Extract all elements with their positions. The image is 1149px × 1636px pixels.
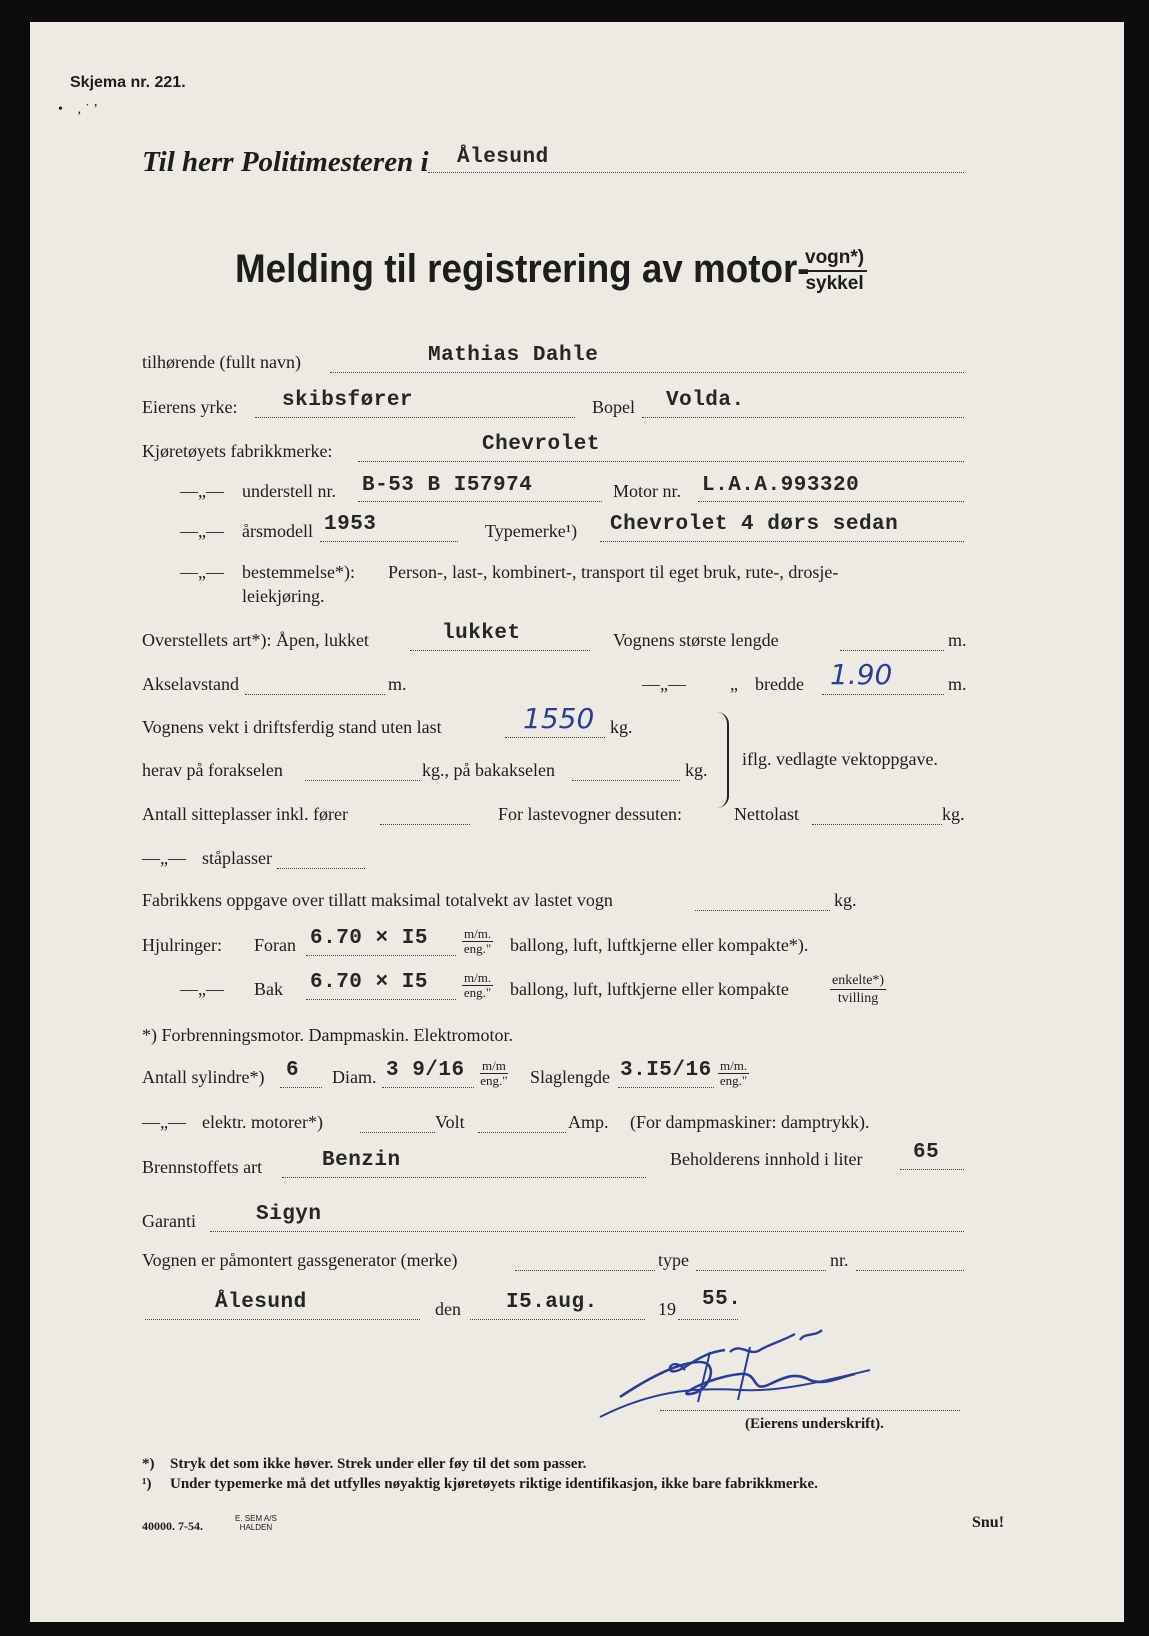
footnote-one-mark: ¹) xyxy=(142,1476,152,1492)
net-load-label: Nettolast xyxy=(734,804,799,824)
guarantee-label: Garanti xyxy=(142,1211,196,1231)
tires-front-options: ballong, luft, luftkjerne eller kompakte*). xyxy=(510,935,809,955)
unit-eng: eng." xyxy=(463,985,492,1000)
gas-type-label: type xyxy=(658,1250,689,1270)
tires-front-label: Foran xyxy=(254,935,296,955)
make-value: Chevrolet xyxy=(482,433,600,456)
engine-types: *) Forbrenningsmotor. Dampmaskin. Elektromotor. xyxy=(142,1025,513,1045)
residence-value: Volda. xyxy=(666,389,745,412)
single-label: enkelte*) xyxy=(832,973,885,988)
stroke-line xyxy=(618,1087,714,1088)
footnote-star-mark: *) xyxy=(142,1456,155,1472)
guarantee-line xyxy=(210,1231,964,1232)
type-line xyxy=(600,541,964,542)
purpose-text-2: leiekjøring. xyxy=(242,586,325,606)
guarantee-value: Sigyn xyxy=(256,1203,322,1226)
unit-mm: m/m. xyxy=(464,970,492,985)
tires-rear-fraction xyxy=(830,972,886,1007)
ditto-mark-6: —„— xyxy=(180,979,224,999)
printer-city: HALDEN xyxy=(239,1523,273,1532)
date-den: den xyxy=(435,1299,461,1319)
rear-axle-line xyxy=(572,780,680,781)
fuel-value: Benzin xyxy=(322,1149,401,1172)
occupation-label: Eierens yrke: xyxy=(142,397,238,417)
stroke-unit xyxy=(718,1059,749,1088)
motor-value: L.A.A.993320 xyxy=(702,474,860,497)
axle-unit: m. xyxy=(388,674,407,694)
type-value: Chevrolet 4 dørs sedan xyxy=(610,513,899,536)
volt-label: Volt xyxy=(435,1112,465,1132)
owner-signature xyxy=(590,1322,890,1422)
tires-label: Hjulringer: xyxy=(142,935,222,955)
axle-label: Akselavstand xyxy=(142,674,239,694)
axle-line xyxy=(245,694,385,695)
diam-value: 3 9/16 xyxy=(386,1059,465,1082)
turn-over-note: Snu! xyxy=(972,1514,1005,1531)
cyl-label: Antall sylindre*) xyxy=(142,1067,265,1087)
cyl-value: 6 xyxy=(286,1059,300,1082)
signature-line xyxy=(660,1410,960,1411)
title-frac-top: vogn*) xyxy=(802,246,867,272)
length-label: Vognens største lengde xyxy=(613,630,779,650)
width-line xyxy=(822,694,944,695)
year-line xyxy=(320,541,458,542)
motor-line xyxy=(698,501,964,502)
cyl-line xyxy=(280,1087,322,1088)
year-label: årsmodell xyxy=(242,521,313,541)
net-load-unit: kg. xyxy=(942,804,965,824)
residence-label: Bopel xyxy=(592,397,635,417)
gas-nr-line xyxy=(856,1270,964,1271)
gas-line xyxy=(515,1270,655,1271)
max-weight-label: Fabrikkens oppgave over tillatt maksimal totalvekt av lastet vogn xyxy=(142,890,613,910)
tires-rear-value: 6.70 × I5 xyxy=(310,971,428,994)
body-value: lukket xyxy=(442,622,521,645)
max-weight-line xyxy=(695,910,830,911)
electric-label: elektr. motorer*) xyxy=(202,1112,323,1132)
form-page xyxy=(30,22,1124,1622)
year-suffix: 55. xyxy=(702,1288,742,1311)
chassis-label: understell nr. xyxy=(242,481,336,501)
stroke-label: Slaglengde xyxy=(530,1067,610,1087)
weight-note: iflg. vedlagte vektoppgave. xyxy=(742,749,938,769)
addressee-label: Til herr Politimesteren i xyxy=(142,146,429,178)
year-line xyxy=(678,1319,738,1320)
tires-rear-unit xyxy=(462,971,493,1000)
seats-line xyxy=(380,824,470,825)
signature-caption: (Eierens underskrift). xyxy=(745,1416,884,1432)
motor-label: Motor nr. xyxy=(613,481,682,501)
ditto-mark-7: —„— xyxy=(142,1112,186,1132)
ink-speck: • ‚ ˙ ’ xyxy=(58,102,98,117)
gas-nr-label: nr. xyxy=(830,1250,849,1270)
chassis-line xyxy=(358,501,602,502)
ditto-mark-5: —„— xyxy=(142,848,186,868)
occupation-value: skibsfører xyxy=(282,389,414,412)
unit-eng: eng." xyxy=(463,941,492,956)
date-value: I5.aug. xyxy=(506,1291,598,1314)
printer-info xyxy=(235,1514,277,1532)
footnote-star-text: Stryk det som ikke høver. Strek under eller føy til det som passer. xyxy=(170,1456,587,1472)
footnote-one-text: Under typemerke må det utfylles nøyaktig kjøretøyets riktige identifikasjon, ikke bare fabrikkmerke. xyxy=(170,1476,818,1492)
unit-mm: m/m. xyxy=(464,926,492,941)
owner-name-value: Mathias Dahle xyxy=(428,344,599,367)
tank-line xyxy=(900,1169,964,1170)
date-line xyxy=(470,1319,645,1320)
make-line xyxy=(358,461,964,462)
tires-front-line xyxy=(306,955,456,956)
printer-name: E. SEM A/S xyxy=(235,1514,277,1523)
addressee-city: Ålesund xyxy=(457,146,549,169)
weight-label: Vognens vekt i driftsferdig stand uten last xyxy=(142,717,442,737)
diam-label: Diam. xyxy=(332,1067,377,1087)
width-unit: m. xyxy=(948,674,967,694)
weight-value: 1550 xyxy=(523,702,595,735)
length-unit: m. xyxy=(948,630,967,650)
standing-label: ståplasser xyxy=(202,848,272,868)
owner-name-line xyxy=(330,372,964,373)
rear-axle-label: kg., på bakakselen xyxy=(422,760,555,780)
seats-label: Antall sitteplasser inkl. fører xyxy=(142,804,348,824)
purpose-text-1: Person-, last-, kombinert-, transport til eget bruk, rute-, drosje- xyxy=(388,562,839,582)
ditto-mark-3: —„— xyxy=(180,562,224,582)
chassis-value: B-53 B I57974 xyxy=(362,474,533,497)
purpose-label: bestemmelse*): xyxy=(242,562,355,582)
truck-label: For lastevogner dessuten: xyxy=(498,804,682,824)
fuel-label: Brennstoffets art xyxy=(142,1157,263,1177)
steam-note: (For dampmaskiner: damptrykk). xyxy=(630,1112,870,1132)
ditto-mark-1: —„— xyxy=(180,481,224,501)
body-label: Overstellets art*): Åpen, lukket xyxy=(142,630,369,650)
title-fraction xyxy=(802,246,867,296)
max-weight-unit: kg. xyxy=(834,890,857,910)
gas-type-line xyxy=(696,1270,826,1271)
owner-name-label: tilhørende (fullt navn) xyxy=(142,352,301,372)
standing-line xyxy=(277,868,365,869)
residence-line xyxy=(642,417,964,418)
ditto-mark-4: —„— xyxy=(642,674,686,694)
print-code: 40000. 7-54. xyxy=(142,1519,203,1533)
unit-eng: eng." xyxy=(480,1073,508,1088)
tank-label: Beholderens innhold i liter xyxy=(670,1149,863,1169)
tires-front-value: 6.70 × I5 xyxy=(310,927,428,950)
tires-rear-options: ballong, luft, luftkjerne eller kompakte xyxy=(510,979,789,999)
unit-mm: m/m xyxy=(482,1058,506,1073)
tires-rear-label: Bak xyxy=(254,979,283,999)
addressee-line xyxy=(428,172,964,173)
occupation-line xyxy=(255,417,575,418)
gas-label: Vognen er påmontert gassgenerator (merke) xyxy=(142,1250,458,1270)
net-load-line xyxy=(812,824,942,825)
fuel-line xyxy=(282,1177,646,1178)
place-line xyxy=(145,1319,420,1320)
unit-mm: m/m. xyxy=(720,1058,748,1073)
width-value: 1.90 xyxy=(830,658,893,691)
year-value: 1953 xyxy=(324,513,377,536)
electric-line xyxy=(360,1132,435,1133)
rear-axle-unit: kg. xyxy=(685,760,708,780)
width-label: bredde xyxy=(755,674,804,694)
front-axle-line xyxy=(305,780,420,781)
type-label: Typemerke¹) xyxy=(485,521,578,541)
diam-unit xyxy=(480,1059,508,1088)
tires-front-unit xyxy=(462,927,493,956)
schema-number: Skjema nr. 221. xyxy=(70,74,186,91)
form-title: Melding til registrering av motor- xyxy=(235,247,810,291)
title-frac-bottom: sykkel xyxy=(805,273,864,294)
diam-line xyxy=(382,1087,474,1088)
body-line xyxy=(410,650,590,651)
unit-eng: eng." xyxy=(719,1073,748,1088)
length-line xyxy=(840,650,944,651)
tires-rear-line xyxy=(306,999,456,1000)
make-label: Kjøretøyets fabrikkmerke: xyxy=(142,441,333,461)
ditto-mark-2: —„— xyxy=(180,521,224,541)
volt-line xyxy=(478,1132,566,1133)
stroke-value: 3.I5/16 xyxy=(620,1059,712,1082)
twin-label: tvilling xyxy=(837,991,879,1006)
tank-value: 65 xyxy=(913,1141,940,1164)
weight-unit: kg. xyxy=(610,717,633,737)
year-prefix: 19 xyxy=(658,1299,676,1319)
weight-line xyxy=(505,737,605,738)
place-value: Ålesund xyxy=(215,1291,307,1314)
weight-bracket xyxy=(713,712,729,808)
amp-label: Amp. xyxy=(568,1112,609,1132)
front-axle-label: herav på forakselen xyxy=(142,760,283,780)
width-quote: „ xyxy=(730,674,738,694)
